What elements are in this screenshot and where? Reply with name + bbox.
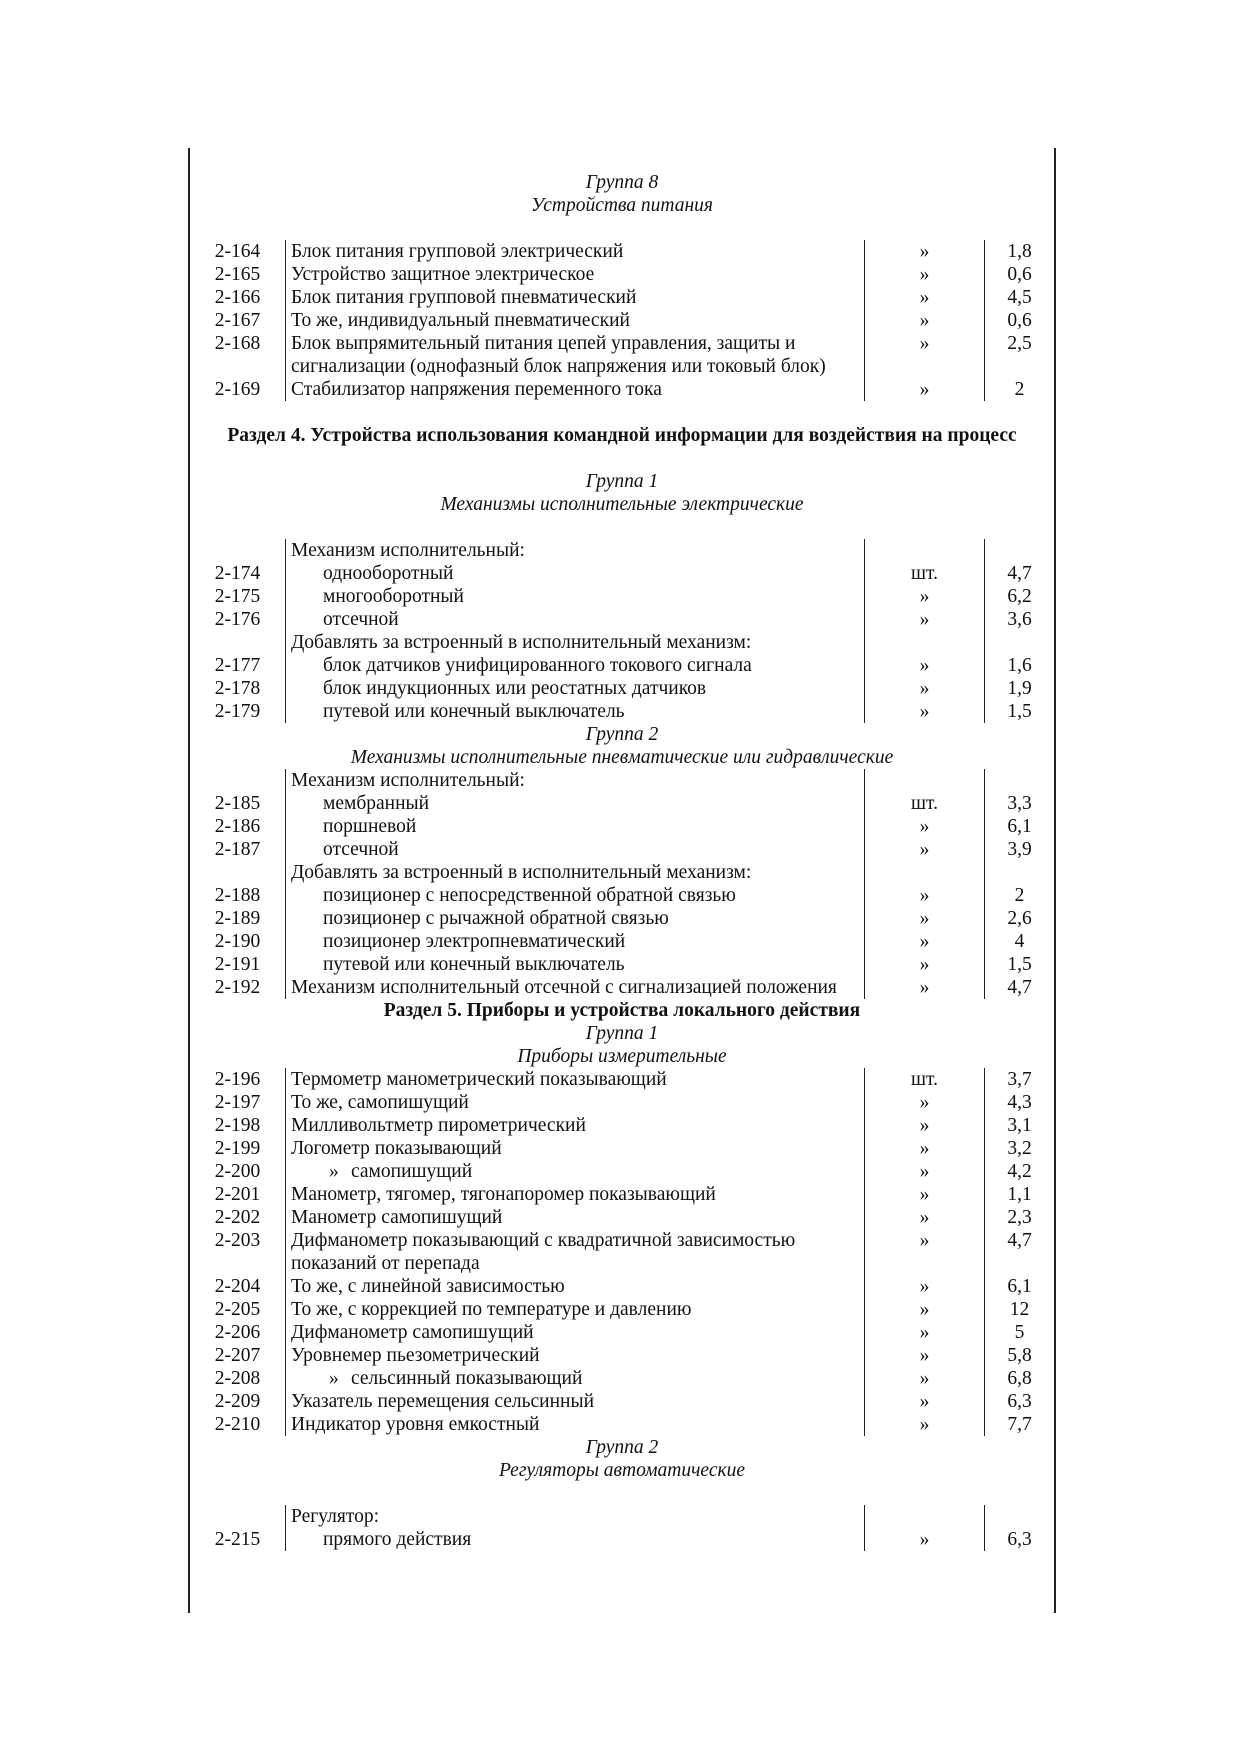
item-name: мембранный: [323, 793, 430, 814]
item-name-cell: [286, 539, 865, 562]
item-name: Манометр, тягомер, тягонапоромер показывающий: [291, 1184, 716, 1205]
item-name: То же, с линейной зависимостью: [291, 1276, 565, 1297]
item-value: 4,2: [1007, 1161, 1032, 1182]
item-name: Стабилизатор напряжения переменного тока: [291, 379, 662, 400]
spacer: [190, 217, 1054, 240]
group-title: Механизмы исполнительные пневматические или гидравлические: [350, 747, 894, 768]
item-name: То же, индивидуальный пневматический: [291, 310, 630, 331]
item-name: Логометр показывающий: [291, 1138, 502, 1159]
item-code: 2-167: [214, 310, 261, 331]
item-unit: »: [865, 332, 985, 378]
document-page: [188, 148, 1056, 1613]
item-unit: »: [865, 815, 985, 838]
item-name: отсечной: [323, 839, 399, 860]
group-header: [190, 470, 1054, 516]
item-name-cell: [286, 907, 865, 930]
item-value: 3,7: [1007, 1069, 1032, 1090]
item-name: Указатель перемещения сельсинный: [291, 1391, 595, 1412]
table-row: [190, 769, 1054, 792]
item-value: 6,3: [1007, 1391, 1032, 1412]
table-row: [190, 1206, 1054, 1229]
item-code: 2-197: [214, 1092, 261, 1113]
item-name-cell: [286, 1137, 865, 1160]
group-label: Группа 8: [585, 172, 659, 193]
item-name-cell: [286, 930, 865, 953]
item-name: однооборотный: [323, 563, 454, 584]
item-value: 7,7: [1007, 1414, 1032, 1435]
item-name-cell: [286, 1114, 865, 1137]
table-row: [190, 1321, 1054, 1344]
rates-table: [190, 539, 1054, 723]
item-unit: »: [865, 1091, 985, 1114]
item-value: 1,6: [1007, 655, 1032, 676]
rates-table-body: [190, 539, 1054, 723]
item-value: 2: [1014, 885, 1025, 906]
item-name: блок индукционных или реостатных датчиков: [323, 678, 707, 699]
item-value: 4,7: [1007, 1230, 1032, 1251]
item-code: 2-206: [214, 1322, 261, 1343]
item-unit: »: [865, 1114, 985, 1137]
table-row: [190, 378, 1054, 401]
item-name: путевой или конечный выключатель: [323, 954, 625, 975]
ditto-mark: »: [329, 1161, 339, 1182]
item-unit: »: [865, 585, 985, 608]
item-code: 2-208: [214, 1368, 261, 1389]
item-value: [985, 1505, 1055, 1528]
group-label: Группа 1: [585, 1023, 659, 1044]
item-code: 2-190: [214, 931, 261, 952]
item-name: Дифманометр показывающий с квадратичной зависимостью показаний от перепада: [291, 1230, 796, 1274]
item-name: Добавлять за встроенный в исполнительный механизм:: [291, 632, 752, 653]
item-name-cell: [286, 861, 865, 884]
item-unit: »: [865, 677, 985, 700]
group-header: [190, 1022, 1054, 1068]
item-code: 2-187: [214, 839, 261, 860]
table-row: [190, 631, 1054, 654]
item-value: 6,1: [1007, 1276, 1032, 1297]
table-row: [190, 1298, 1054, 1321]
item-name: Манометр самопишущий: [291, 1207, 503, 1228]
item-name: Блок выпрямительный питания цепей управления, защиты и сигнализации (однофазный блок напряжения или токовый блок): [291, 333, 826, 377]
item-value: 6,8: [1007, 1368, 1032, 1389]
item-unit: »: [865, 1206, 985, 1229]
item-name-cell: [286, 1068, 865, 1091]
item-value: 4: [1014, 931, 1025, 952]
item-code: 2-201: [214, 1184, 261, 1205]
item-unit: »: [865, 838, 985, 861]
item-unit: »: [865, 1390, 985, 1413]
spacer: [190, 148, 1054, 171]
item-name-cell: [286, 631, 865, 654]
item-name-cell: [286, 838, 865, 861]
item-name: То же, с коррекцией по температуре и давлению: [291, 1299, 692, 1320]
item-name-cell: [286, 332, 865, 378]
item-unit: »: [865, 907, 985, 930]
spacer: [190, 401, 1054, 424]
table-row: [190, 700, 1054, 723]
table-row: [190, 1183, 1054, 1206]
item-name: позиционер электропневматический: [323, 931, 626, 952]
rates-table-body: [190, 769, 1054, 999]
item-name: Блок питания групповой электрический: [291, 241, 624, 262]
item-code: 2-189: [214, 908, 261, 929]
item-code: 2-186: [214, 816, 261, 837]
section-title: Раздел 4. Устройства использования командной информации для воздействия на процесс: [227, 425, 1017, 446]
item-name-cell: [286, 792, 865, 815]
table-row: [190, 976, 1054, 999]
item-code: 2-185: [214, 793, 261, 814]
rates-table: [190, 240, 1054, 401]
item-unit: [865, 539, 985, 562]
item-name: путевой или конечный выключатель: [323, 701, 625, 722]
item-unit: »: [865, 700, 985, 723]
table-row: [190, 1068, 1054, 1091]
table-row: [190, 1160, 1054, 1183]
table-row: [190, 792, 1054, 815]
item-unit: »: [865, 263, 985, 286]
item-value: 5,8: [1007, 1345, 1032, 1366]
table-row: [190, 608, 1054, 631]
item-name: Устройство защитное электрическое: [291, 264, 595, 285]
table-row: [190, 838, 1054, 861]
item-name-cell: [286, 1298, 865, 1321]
ditto-mark: »: [329, 1368, 339, 1389]
item-code: 2-202: [214, 1207, 261, 1228]
group-header: [190, 1436, 1054, 1482]
item-code: 2-169: [214, 379, 261, 400]
table-row: [190, 677, 1054, 700]
item-name-cell: [286, 1321, 865, 1344]
item-code: 2-198: [214, 1115, 261, 1136]
table-row: [190, 263, 1054, 286]
item-value: [985, 539, 1055, 562]
item-name: позиционер с рычажной обратной связью: [323, 908, 669, 929]
table-row: [190, 1505, 1054, 1528]
item-name-cell: [286, 1206, 865, 1229]
item-code: 2-176: [214, 609, 261, 630]
item-unit: »: [865, 1298, 985, 1321]
item-code: 2-196: [214, 1069, 261, 1090]
table-row: [190, 1413, 1054, 1436]
item-unit: »: [865, 1160, 985, 1183]
item-code: 2-192: [214, 977, 261, 998]
item-code: 2-199: [214, 1138, 261, 1159]
item-name: Индикатор уровня емкостный: [291, 1414, 540, 1435]
item-name-cell: [286, 1275, 865, 1298]
item-name: Блок питания групповой пневматический: [291, 287, 637, 308]
table-row: [190, 907, 1054, 930]
item-code: 2-177: [214, 655, 261, 676]
item-value: 0,6: [1007, 310, 1032, 331]
item-name-cell: [286, 953, 865, 976]
item-name-cell: [286, 884, 865, 907]
item-value: 2,6: [1007, 908, 1032, 929]
item-name: Термометр манометрический показывающий: [291, 1069, 667, 1090]
item-name-cell: [286, 1367, 865, 1390]
item-value: 12: [1009, 1299, 1030, 1320]
item-value: 2,5: [1007, 333, 1032, 354]
item-value: [985, 631, 1055, 654]
table-row: [190, 539, 1054, 562]
table-row: [190, 1275, 1054, 1298]
item-name-cell: [286, 1390, 865, 1413]
table-row: [190, 332, 1054, 378]
item-value: 1,1: [1007, 1184, 1032, 1205]
item-name-cell: [286, 240, 865, 263]
item-unit: »: [865, 654, 985, 677]
item-value: 3,1: [1007, 1115, 1032, 1136]
item-unit: [865, 631, 985, 654]
item-code: 2-166: [214, 287, 261, 308]
table-row: [190, 240, 1054, 263]
item-value: 2: [1014, 379, 1025, 400]
group-header: [190, 171, 1054, 217]
item-name-cell: [286, 1160, 865, 1183]
item-code: 2-165: [214, 264, 261, 285]
group-label: Группа 1: [585, 471, 659, 492]
section-title: Раздел 5. Приборы и устройства локального действия: [383, 1000, 861, 1021]
item-unit: »: [865, 1321, 985, 1344]
item-name-cell: [286, 1344, 865, 1367]
item-unit: »: [865, 1275, 985, 1298]
item-code: 2-204: [214, 1276, 261, 1297]
item-code: 2-200: [214, 1161, 261, 1182]
item-name: Механизм исполнительный:: [291, 770, 525, 791]
item-unit: »: [865, 1528, 985, 1551]
group-title: Устройства питания: [531, 195, 713, 216]
item-value: 4,7: [1007, 977, 1032, 998]
table-row: [190, 585, 1054, 608]
table-row: [190, 861, 1054, 884]
table-row: [190, 815, 1054, 838]
item-unit: »: [865, 1137, 985, 1160]
item-name: позиционер с непосредственной обратной связью: [323, 885, 736, 906]
item-code: 2-175: [214, 586, 261, 607]
group-title: Механизмы исполнительные электрические: [440, 494, 804, 515]
item-name-cell: [286, 309, 865, 332]
table-row: [190, 1390, 1054, 1413]
item-unit: »: [865, 953, 985, 976]
group-header: [190, 723, 1054, 769]
item-name-cell: [286, 263, 865, 286]
item-name-cell: [286, 562, 865, 585]
rates-table: [190, 1505, 1054, 1551]
item-code: 2-210: [214, 1414, 261, 1435]
table-row: [190, 309, 1054, 332]
rates-table: [190, 1068, 1054, 1436]
item-name: прямого действия: [323, 1529, 472, 1550]
item-name-cell: [286, 700, 865, 723]
group-title: Регуляторы автоматические: [498, 1460, 746, 1481]
rates-table-body: [190, 1068, 1054, 1436]
item-value: 1,8: [1007, 241, 1032, 262]
spacer: [190, 1482, 1054, 1505]
table-row: [190, 1137, 1054, 1160]
item-name-cell: [286, 976, 865, 999]
item-value: 1,5: [1007, 701, 1032, 722]
item-code: 2-178: [214, 678, 261, 699]
item-name-cell: [286, 1229, 865, 1275]
item-unit: »: [865, 240, 985, 263]
item-name: Милливольтметр пирометрический: [291, 1115, 586, 1136]
table-row: [190, 1229, 1054, 1275]
item-name: Механизм исполнительный отсечной с сигнализацией положения: [291, 977, 837, 998]
item-name-cell: [286, 815, 865, 838]
table-row: [190, 1091, 1054, 1114]
item-name: самопишущий: [351, 1161, 473, 1182]
item-unit: »: [865, 286, 985, 309]
item-code: [190, 769, 286, 792]
item-unit: »: [865, 608, 985, 631]
item-unit: »: [865, 976, 985, 999]
item-name: сельсинный показывающий: [351, 1368, 583, 1389]
item-code: 2-215: [214, 1529, 261, 1550]
group-label: Группа 2: [585, 724, 659, 745]
spacer: [190, 516, 1054, 539]
item-code: 2-174: [214, 563, 261, 584]
item-value: 6,1: [1007, 816, 1032, 837]
item-code: 2-168: [214, 333, 261, 354]
rates-table-body: [190, 1505, 1054, 1551]
item-name-cell: [286, 1528, 865, 1551]
item-name: То же, самопишущий: [291, 1092, 469, 1113]
item-name-cell: [286, 378, 865, 401]
item-code: 2-203: [214, 1230, 261, 1251]
item-name: многооборотный: [323, 586, 464, 607]
spacer: [190, 447, 1054, 470]
item-value: [985, 769, 1055, 792]
item-value: 6,2: [1007, 586, 1032, 607]
item-value: 3,3: [1007, 793, 1032, 814]
item-name: Дифманометр самопишущий: [291, 1322, 534, 1343]
item-name-cell: [286, 1091, 865, 1114]
group-title: Приборы измерительные: [517, 1046, 727, 1067]
item-code: 2-209: [214, 1391, 261, 1412]
item-unit: »: [865, 1413, 985, 1436]
table-row: [190, 1367, 1054, 1390]
item-unit: »: [865, 884, 985, 907]
item-name: Уровнемер пьезометрический: [291, 1345, 540, 1366]
item-value: 4,5: [1007, 287, 1032, 308]
item-value: 1,5: [1007, 954, 1032, 975]
item-unit: [865, 861, 985, 884]
item-name-cell: [286, 286, 865, 309]
item-unit: »: [865, 1344, 985, 1367]
table-row: [190, 1344, 1054, 1367]
item-name-cell: [286, 769, 865, 792]
item-unit: [865, 1505, 985, 1528]
item-name: блок датчиков унифицированного токового сигнала: [323, 655, 752, 676]
item-value: 3,2: [1007, 1138, 1032, 1159]
item-name-cell: [286, 585, 865, 608]
item-code: [190, 1505, 286, 1528]
item-unit: »: [865, 1367, 985, 1390]
item-value: 5: [1014, 1322, 1025, 1343]
item-code: [190, 539, 286, 562]
item-name-cell: [286, 677, 865, 700]
item-value: 0,6: [1007, 264, 1032, 285]
item-unit: шт.: [865, 1068, 985, 1091]
item-code: 2-207: [214, 1345, 261, 1366]
item-value: [985, 861, 1055, 884]
table-row: [190, 953, 1054, 976]
table-row: [190, 884, 1054, 907]
table-row: [190, 562, 1054, 585]
item-code: 2-179: [214, 701, 261, 722]
item-unit: [865, 769, 985, 792]
item-code: [190, 861, 286, 884]
table-row: [190, 654, 1054, 677]
item-unit: шт.: [865, 562, 985, 585]
table-row: [190, 286, 1054, 309]
rates-table: [190, 769, 1054, 999]
item-name: отсечной: [323, 609, 399, 630]
item-value: 3,9: [1007, 839, 1032, 860]
item-name-cell: [286, 654, 865, 677]
item-name: поршневой: [323, 816, 417, 837]
item-unit: »: [865, 930, 985, 953]
item-unit: »: [865, 378, 985, 401]
item-unit: »: [865, 309, 985, 332]
item-name-cell: [286, 608, 865, 631]
item-name: Регулятор:: [291, 1506, 380, 1527]
table-row: [190, 930, 1054, 953]
rates-table-body: [190, 240, 1054, 401]
item-name-cell: [286, 1505, 865, 1528]
table-row: [190, 1528, 1054, 1551]
item-code: [190, 631, 286, 654]
item-code: 2-191: [214, 954, 261, 975]
item-code: 2-164: [214, 241, 261, 262]
item-unit: шт.: [865, 792, 985, 815]
item-value: 3,6: [1007, 609, 1032, 630]
item-unit: »: [865, 1183, 985, 1206]
table-row: [190, 1114, 1054, 1137]
item-value: 4,3: [1007, 1092, 1032, 1113]
item-value: 6,3: [1007, 1529, 1032, 1550]
item-code: 2-188: [214, 885, 261, 906]
item-value: 2,3: [1007, 1207, 1032, 1228]
group-label: Группа 2: [585, 1437, 659, 1458]
item-value: 1,9: [1007, 678, 1032, 699]
item-unit: »: [865, 1229, 985, 1275]
item-value: 4,7: [1007, 563, 1032, 584]
item-code: 2-205: [214, 1299, 261, 1320]
item-name-cell: [286, 1413, 865, 1436]
item-name: Добавлять за встроенный в исполнительный механизм:: [291, 862, 752, 883]
item-name-cell: [286, 1183, 865, 1206]
item-name: Механизм исполнительный:: [291, 540, 525, 561]
